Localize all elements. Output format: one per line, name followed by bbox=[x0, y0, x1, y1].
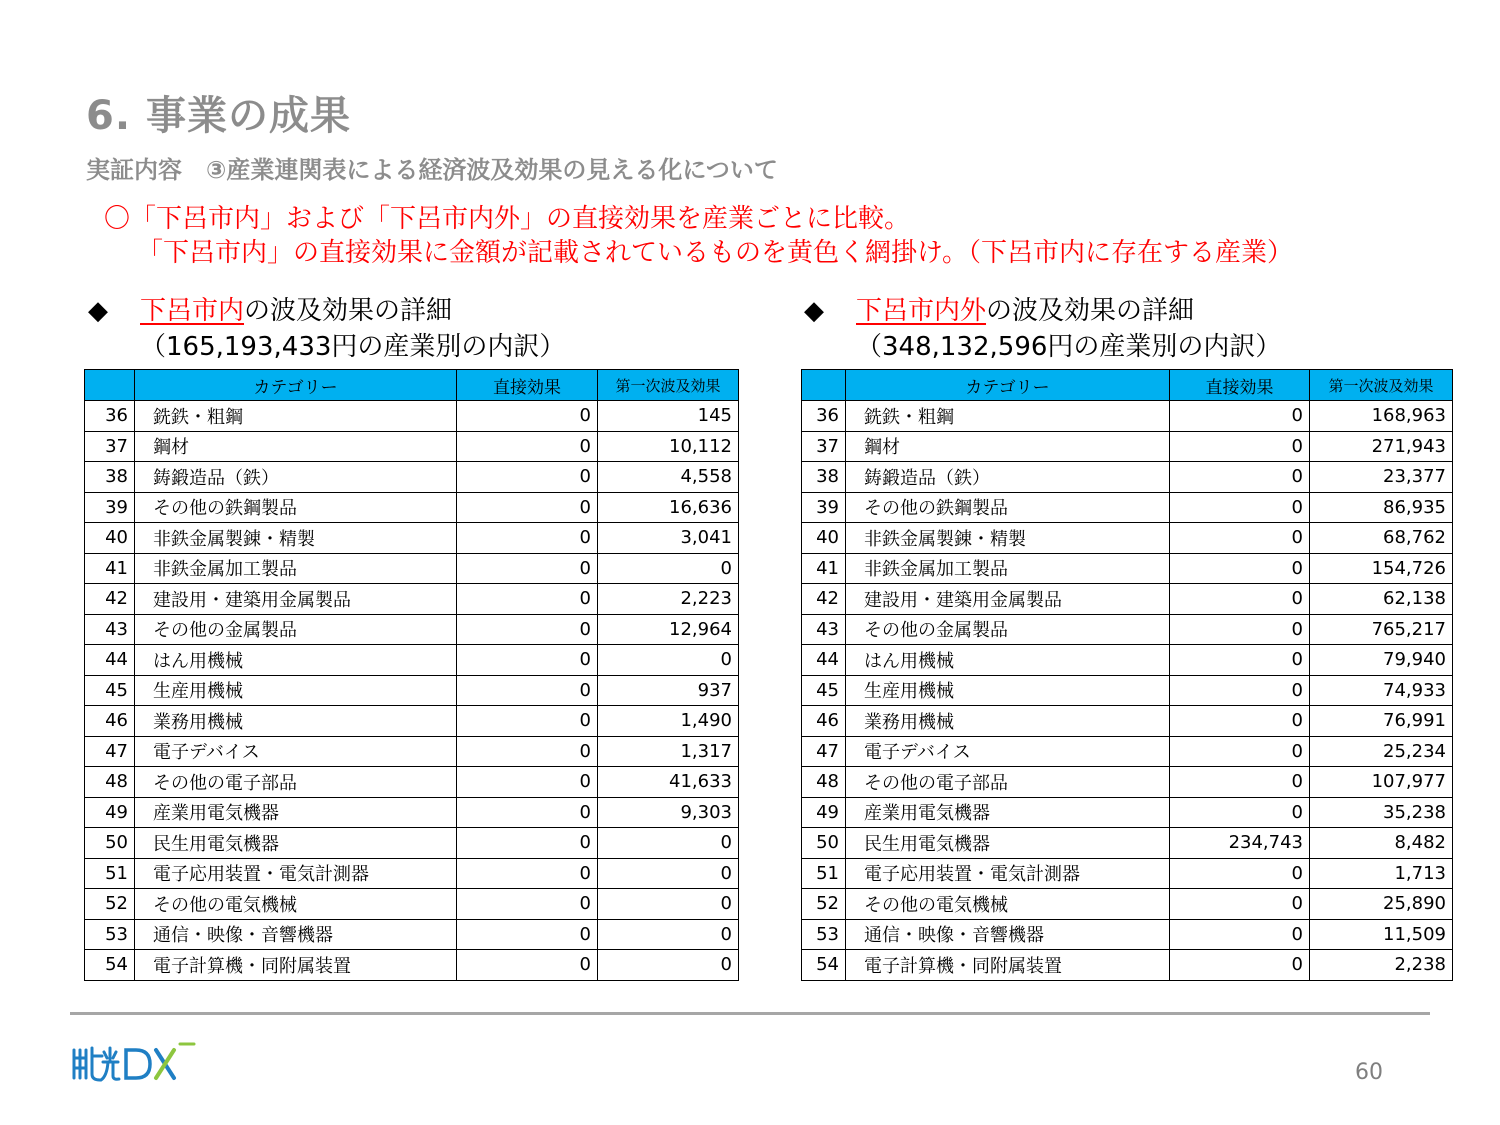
row-category: 業務用機械 bbox=[846, 706, 1170, 737]
row-first-effect: 107,977 bbox=[1310, 767, 1453, 798]
row-first-effect: 154,726 bbox=[1310, 553, 1453, 584]
page-number: 60 bbox=[1355, 1060, 1383, 1085]
row-direct-effect: 0 bbox=[457, 767, 598, 798]
page-title: 6. 事業の成果 bbox=[86, 93, 351, 139]
row-first-effect: 12,964 bbox=[598, 614, 739, 645]
column-header-direct: 直接効果 bbox=[1170, 370, 1310, 401]
row-number: 51 bbox=[85, 858, 135, 889]
row-first-effect: 9,303 bbox=[598, 797, 739, 828]
row-number: 46 bbox=[85, 706, 135, 737]
row-direct-effect: 0 bbox=[457, 889, 598, 920]
row-direct-effect: 0 bbox=[457, 462, 598, 493]
row-direct-effect: 0 bbox=[457, 584, 598, 615]
table-row bbox=[802, 431, 1453, 462]
table-row bbox=[802, 675, 1453, 706]
row-first-effect: 0 bbox=[598, 858, 739, 889]
row-number: 54 bbox=[85, 950, 135, 981]
row-direct-effect: 0 bbox=[1170, 706, 1310, 737]
row-number: 42 bbox=[802, 584, 846, 615]
row-number: 51 bbox=[802, 858, 846, 889]
row-first-effect: 0 bbox=[598, 950, 739, 981]
row-first-effect: 79,940 bbox=[1310, 645, 1453, 676]
column-header-category: カテゴリー bbox=[846, 370, 1170, 401]
row-category: 民生用電気機器 bbox=[135, 828, 457, 859]
row-number: 41 bbox=[802, 553, 846, 584]
row-number: 52 bbox=[85, 889, 135, 920]
row-direct-effect: 0 bbox=[457, 919, 598, 950]
table-row bbox=[85, 584, 739, 615]
row-category: 建設用・建築用金属製品 bbox=[135, 584, 457, 615]
row-first-effect: 3,041 bbox=[598, 523, 739, 554]
logo-graphic bbox=[70, 1040, 200, 1085]
row-number: 48 bbox=[85, 767, 135, 798]
row-number: 50 bbox=[85, 828, 135, 859]
row-category: 通信・映像・音響機器 bbox=[846, 919, 1170, 950]
row-first-effect: 74,933 bbox=[1310, 675, 1453, 706]
row-direct-effect: 0 bbox=[457, 492, 598, 523]
row-category: 産業用電気機器 bbox=[135, 797, 457, 828]
row-direct-effect: 0 bbox=[1170, 401, 1310, 432]
table-row bbox=[85, 919, 739, 950]
row-number: 48 bbox=[802, 767, 846, 798]
left-heading-suffix: の波及効果の詳細 bbox=[244, 296, 453, 326]
row-category: 銑鉄・粗鋼 bbox=[846, 401, 1170, 432]
row-number: 54 bbox=[802, 950, 846, 981]
diamond-bullet-icon: ◆ bbox=[804, 296, 824, 326]
row-category: 銑鉄・粗鋼 bbox=[135, 401, 457, 432]
row-number: 37 bbox=[802, 431, 846, 462]
row-number: 39 bbox=[802, 492, 846, 523]
table-row bbox=[85, 492, 739, 523]
table-row bbox=[85, 797, 739, 828]
row-first-effect: 11,509 bbox=[1310, 919, 1453, 950]
row-first-effect: 1,490 bbox=[598, 706, 739, 737]
row-first-effect: 16,636 bbox=[598, 492, 739, 523]
table-row bbox=[802, 858, 1453, 889]
row-first-effect: 1,317 bbox=[598, 736, 739, 767]
row-first-effect: 86,935 bbox=[1310, 492, 1453, 523]
row-category: はん用機械 bbox=[846, 645, 1170, 676]
table-row bbox=[85, 614, 739, 645]
row-number: 47 bbox=[802, 736, 846, 767]
row-first-effect: 76,991 bbox=[1310, 706, 1453, 737]
row-category: 生産用機械 bbox=[135, 675, 457, 706]
column-header-no bbox=[802, 370, 846, 401]
row-category: その他の電子部品 bbox=[135, 767, 457, 798]
table-header-row bbox=[802, 370, 1453, 401]
row-number: 38 bbox=[85, 462, 135, 493]
row-direct-effect: 0 bbox=[1170, 584, 1310, 615]
row-direct-effect: 0 bbox=[1170, 462, 1310, 493]
row-direct-effect: 0 bbox=[1170, 858, 1310, 889]
row-first-effect: 25,890 bbox=[1310, 889, 1453, 920]
row-direct-effect: 0 bbox=[457, 614, 598, 645]
row-category: その他の電子部品 bbox=[846, 767, 1170, 798]
row-number: 42 bbox=[85, 584, 135, 615]
row-category: 非鉄金属加工製品 bbox=[846, 553, 1170, 584]
left-section-heading bbox=[88, 290, 452, 327]
left-effect-table bbox=[84, 369, 739, 981]
column-header-no bbox=[85, 370, 135, 401]
table-row bbox=[802, 736, 1453, 767]
row-direct-effect: 0 bbox=[1170, 889, 1310, 920]
row-category: 鋳鍛造品（鉄） bbox=[846, 462, 1170, 493]
table-row bbox=[802, 614, 1453, 645]
row-category: 電子デバイス bbox=[846, 736, 1170, 767]
row-first-effect: 62,138 bbox=[1310, 584, 1453, 615]
row-first-effect: 145 bbox=[598, 401, 739, 432]
row-first-effect: 8,482 bbox=[1310, 828, 1453, 859]
row-category: 業務用機械 bbox=[135, 706, 457, 737]
row-first-effect: 35,238 bbox=[1310, 797, 1453, 828]
table-row bbox=[802, 584, 1453, 615]
row-number: 38 bbox=[802, 462, 846, 493]
row-direct-effect: 0 bbox=[1170, 614, 1310, 645]
row-first-effect: 937 bbox=[598, 675, 739, 706]
row-first-effect: 10,112 bbox=[598, 431, 739, 462]
row-first-effect: 0 bbox=[598, 828, 739, 859]
right-heading-suffix: の波及効果の詳細 bbox=[986, 296, 1195, 326]
table-row bbox=[85, 767, 739, 798]
row-first-effect: 168,963 bbox=[1310, 401, 1453, 432]
left-section-subheading: （165,193,433円の産業別の内訳） bbox=[140, 332, 566, 362]
row-category: 非鉄金属製錬・精製 bbox=[135, 523, 457, 554]
table-row bbox=[802, 919, 1453, 950]
row-direct-effect: 0 bbox=[1170, 919, 1310, 950]
row-first-effect: 0 bbox=[598, 553, 739, 584]
table-row bbox=[85, 828, 739, 859]
table-row bbox=[85, 523, 739, 554]
row-direct-effect: 0 bbox=[1170, 431, 1310, 462]
row-number: 46 bbox=[802, 706, 846, 737]
table-row bbox=[802, 767, 1453, 798]
table-row bbox=[85, 950, 739, 981]
row-category: 電子計算機・同附属装置 bbox=[846, 950, 1170, 981]
table-row bbox=[85, 858, 739, 889]
row-number: 45 bbox=[802, 675, 846, 706]
row-direct-effect: 0 bbox=[1170, 767, 1310, 798]
row-first-effect: 0 bbox=[598, 645, 739, 676]
row-first-effect: 23,377 bbox=[1310, 462, 1453, 493]
table-row bbox=[802, 492, 1453, 523]
row-direct-effect: 0 bbox=[1170, 492, 1310, 523]
row-direct-effect: 0 bbox=[457, 523, 598, 554]
row-direct-effect: 0 bbox=[457, 828, 598, 859]
row-category: 電子デバイス bbox=[135, 736, 457, 767]
row-direct-effect: 0 bbox=[1170, 645, 1310, 676]
row-direct-effect: 0 bbox=[457, 675, 598, 706]
table-row bbox=[802, 462, 1453, 493]
row-first-effect: 0 bbox=[598, 889, 739, 920]
table-row bbox=[802, 523, 1453, 554]
row-number: 39 bbox=[85, 492, 135, 523]
row-first-effect: 68,762 bbox=[1310, 523, 1453, 554]
row-category: 産業用電気機器 bbox=[846, 797, 1170, 828]
right-section-subheading: （348,132,596円の産業別の内訳） bbox=[856, 332, 1282, 362]
row-first-effect: 25,234 bbox=[1310, 736, 1453, 767]
table-row bbox=[85, 401, 739, 432]
row-direct-effect: 0 bbox=[1170, 950, 1310, 981]
row-first-effect: 2,238 bbox=[1310, 950, 1453, 981]
row-category: 鋼材 bbox=[846, 431, 1170, 462]
row-category: はん用機械 bbox=[135, 645, 457, 676]
row-category: 鋼材 bbox=[135, 431, 457, 462]
row-direct-effect: 0 bbox=[457, 553, 598, 584]
table-row bbox=[85, 431, 739, 462]
table-row bbox=[85, 675, 739, 706]
row-category: 建設用・建築用金属製品 bbox=[846, 584, 1170, 615]
row-category: その他の金属製品 bbox=[135, 614, 457, 645]
table-row bbox=[85, 553, 739, 584]
row-direct-effect: 0 bbox=[457, 858, 598, 889]
row-first-effect: 41,633 bbox=[598, 767, 739, 798]
row-number: 49 bbox=[85, 797, 135, 828]
table-row bbox=[802, 828, 1453, 859]
table-row bbox=[85, 645, 739, 676]
note-line-2: 「下呂市内」の直接効果に金額が記載されているものを黄色く網掛け。（下呂市内に存在する産業） bbox=[137, 238, 1293, 268]
table-header-row bbox=[85, 370, 739, 401]
table-row bbox=[85, 889, 739, 920]
row-category: その他の電気機械 bbox=[135, 889, 457, 920]
row-number: 41 bbox=[85, 553, 135, 584]
row-number: 40 bbox=[802, 523, 846, 554]
right-section-heading bbox=[804, 290, 1194, 327]
row-category: 民生用電気機器 bbox=[846, 828, 1170, 859]
row-direct-effect: 0 bbox=[457, 797, 598, 828]
row-first-effect: 765,217 bbox=[1310, 614, 1453, 645]
row-first-effect: 1,713 bbox=[1310, 858, 1453, 889]
row-direct-effect: 0 bbox=[1170, 553, 1310, 584]
row-number: 49 bbox=[802, 797, 846, 828]
table-row bbox=[802, 950, 1453, 981]
column-header-first: 第一次波及効果 bbox=[1310, 370, 1453, 401]
right-effect-table bbox=[801, 369, 1453, 981]
row-number: 47 bbox=[85, 736, 135, 767]
column-header-first: 第一次波及効果 bbox=[598, 370, 739, 401]
row-category: 生産用機械 bbox=[846, 675, 1170, 706]
row-first-effect: 271,943 bbox=[1310, 431, 1453, 462]
table-row bbox=[802, 645, 1453, 676]
row-first-effect: 2,223 bbox=[598, 584, 739, 615]
row-number: 52 bbox=[802, 889, 846, 920]
table-row bbox=[85, 736, 739, 767]
row-number: 44 bbox=[802, 645, 846, 676]
row-direct-effect: 0 bbox=[457, 645, 598, 676]
row-category: 非鉄金属加工製品 bbox=[135, 553, 457, 584]
page-subtitle: 実証内容 ③産業連関表による経済波及効果の見える化について bbox=[86, 156, 778, 184]
row-category: 電子応用装置・電気計測器 bbox=[135, 858, 457, 889]
row-number: 43 bbox=[802, 614, 846, 645]
row-direct-effect: 0 bbox=[457, 706, 598, 737]
row-direct-effect: 0 bbox=[457, 431, 598, 462]
row-direct-effect: 0 bbox=[1170, 523, 1310, 554]
row-category: その他の鉄鋼製品 bbox=[846, 492, 1170, 523]
row-number: 36 bbox=[802, 401, 846, 432]
row-category: 電子応用装置・電気計測器 bbox=[846, 858, 1170, 889]
row-number: 40 bbox=[85, 523, 135, 554]
row-direct-effect: 234,743 bbox=[1170, 828, 1310, 859]
row-category: 鋳鍛造品（鉄） bbox=[135, 462, 457, 493]
row-number: 50 bbox=[802, 828, 846, 859]
table-row bbox=[802, 797, 1453, 828]
diamond-bullet-icon: ◆ bbox=[88, 296, 108, 326]
table-row bbox=[802, 706, 1453, 737]
left-place-name: 下呂市内 bbox=[140, 296, 245, 326]
row-category: その他の電気機械 bbox=[846, 889, 1170, 920]
row-category: 非鉄金属製錬・精製 bbox=[846, 523, 1170, 554]
row-number: 45 bbox=[85, 675, 135, 706]
row-direct-effect: 0 bbox=[457, 950, 598, 981]
row-direct-effect: 0 bbox=[1170, 797, 1310, 828]
column-header-direct: 直接効果 bbox=[457, 370, 598, 401]
row-number: 36 bbox=[85, 401, 135, 432]
row-category: その他の金属製品 bbox=[846, 614, 1170, 645]
table-row bbox=[802, 401, 1453, 432]
row-direct-effect: 0 bbox=[457, 401, 598, 432]
row-direct-effect: 0 bbox=[457, 736, 598, 767]
row-first-effect: 0 bbox=[598, 919, 739, 950]
row-category: その他の鉄鋼製品 bbox=[135, 492, 457, 523]
table-row bbox=[802, 889, 1453, 920]
row-category: 電子計算機・同附属装置 bbox=[135, 950, 457, 981]
column-header-category: カテゴリー bbox=[135, 370, 457, 401]
row-direct-effect: 0 bbox=[1170, 736, 1310, 767]
note-line-1: 〇「下呂市内」および「下呂市内外」の直接効果を産業ごとに比較。 bbox=[104, 204, 911, 234]
footer-divider bbox=[70, 1012, 1430, 1015]
row-direct-effect: 0 bbox=[1170, 675, 1310, 706]
row-first-effect: 4,558 bbox=[598, 462, 739, 493]
row-number: 44 bbox=[85, 645, 135, 676]
kanko-dx-logo bbox=[70, 1040, 200, 1085]
row-number: 43 bbox=[85, 614, 135, 645]
right-place-name: 下呂市内外 bbox=[856, 296, 987, 326]
table-row bbox=[802, 553, 1453, 584]
row-category: 通信・映像・音響機器 bbox=[135, 919, 457, 950]
row-number: 53 bbox=[802, 919, 846, 950]
row-number: 37 bbox=[85, 431, 135, 462]
row-number: 53 bbox=[85, 919, 135, 950]
table-row bbox=[85, 706, 739, 737]
table-row bbox=[85, 462, 739, 493]
